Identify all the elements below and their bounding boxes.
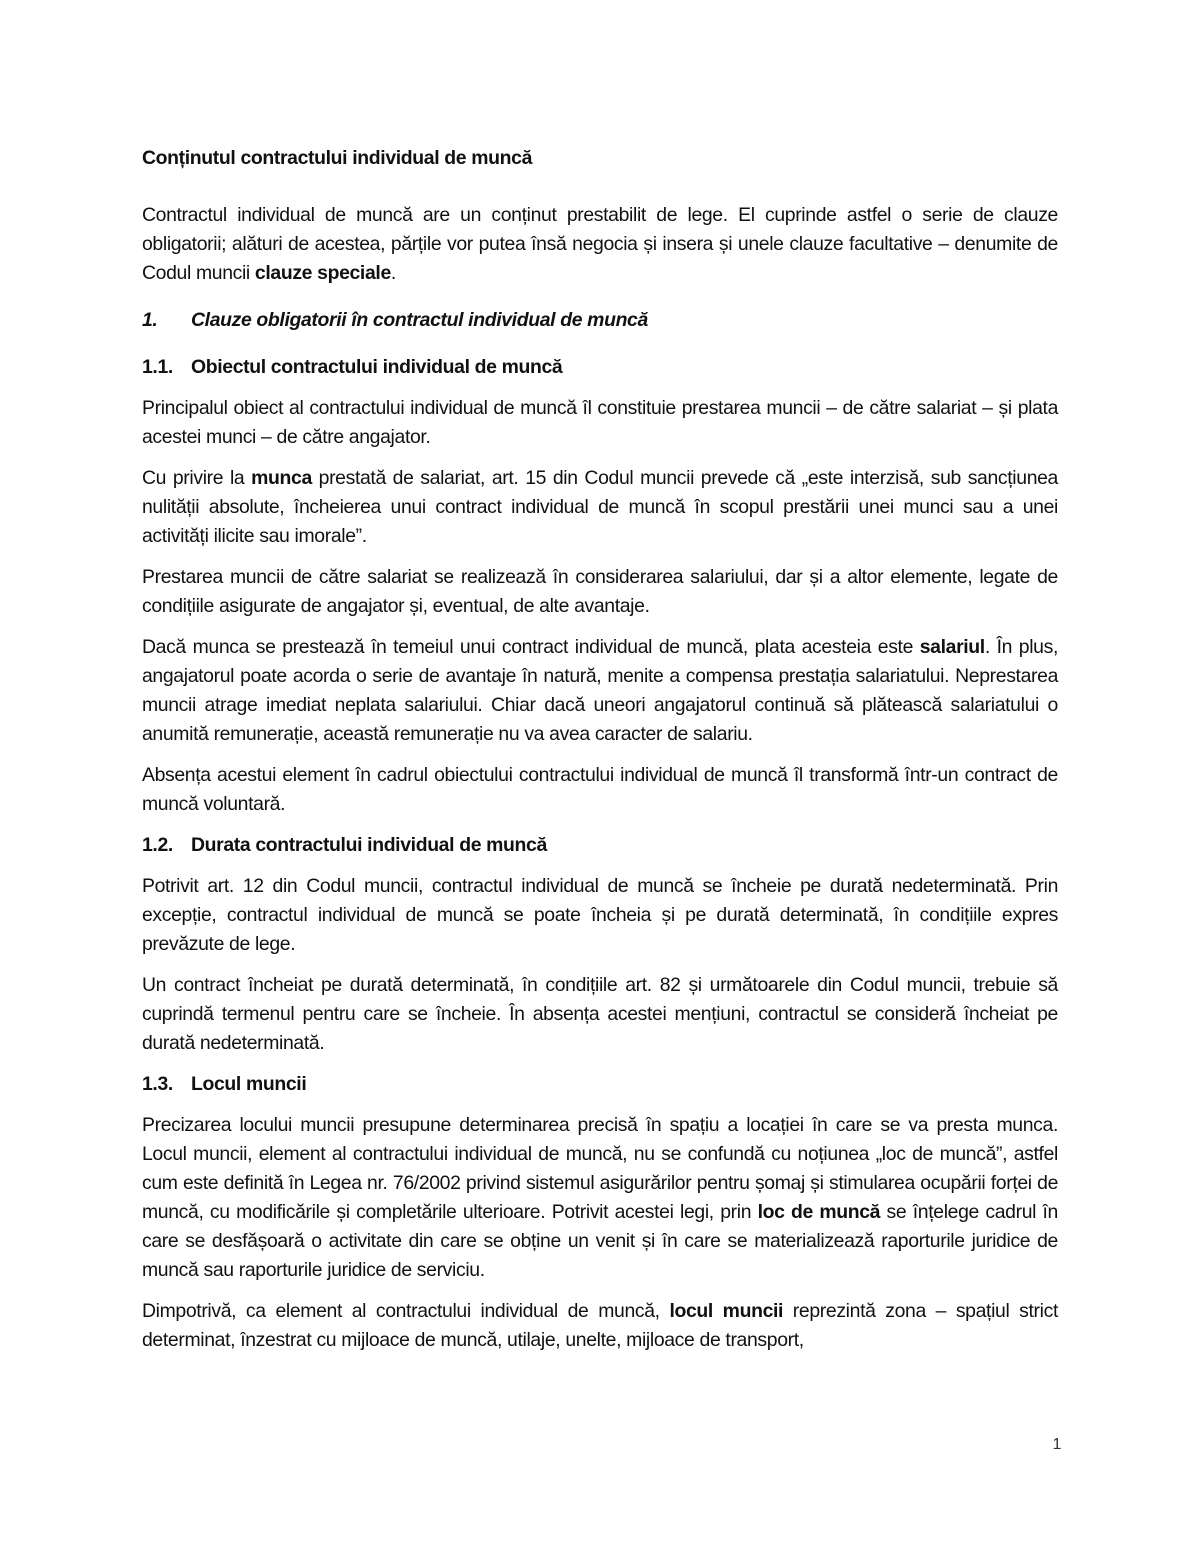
subsection-heading-1-3 [142,1070,1058,1099]
subsection-number: 1.3. [142,1073,173,1095]
paragraph-text: prestată de salariat, art. 15 din Codul muncii prevede că „este interzisă, sub sancțiunea nulității absolute, încheierea unui contract individual de muncă în scopul prestării unei munci sau a unei activități ilicite sau imorale”. [142,467,1058,547]
paragraph-text: Dimpotrivă, ca element al contractului individual de muncă, [142,1300,670,1322]
paragraph-text: . În plus, angajatorul poate acorda o serie de avantaje în natură, menite a compensa prestația salariatului. Neprestarea muncii atrage imediat neplata salariului. Chiar dacă uneori angajatorul continuă să plătească salariatului o anumită remunerație, această remunerație nu va avea caracter de salariu. [142,636,1058,745]
page-number: 1 [1052,1436,1062,1453]
subsection-title: Locul muncii [191,1073,307,1095]
paragraph: Absența acestui element în cadrul obiectului contractului individual de muncă îl transformă într-un contract de muncă voluntară. [142,764,1058,815]
section-title: Clauze obligatorii în contractul individual de muncă [191,309,648,331]
section-number: 1. [142,309,158,331]
intro-emphasis: clauze speciale [254,262,391,284]
intro-paragraph [142,201,1058,288]
intro-text: Contractul individual de muncă are un conținut prestabilit de lege. El cuprinde astfel o serie de clauze obligatorii; alături de acestea, părțile vor putea însă negocia și insera și unele clauze facultative – denumite de Codul muncii [142,204,1058,284]
paragraph-text: Precizarea locului muncii presupune determinarea precisă în spațiu a locației în care se va presta munca. Locul muncii, element al contractului individual de muncă, nu se confundă cu noțiunea „loc de muncă”, astfel cum este definită în Legea nr. 76/2002 privind sistemul asigurărilor pentru șomaj și stimularea ocupării forței de muncă, cu modificările și completările ulterioare. Potrivit acestei legi, prin [142,1114,1058,1223]
subsection-title: Obiectul contractului individual de muncă [191,356,563,378]
subsection-heading-1-2 [142,831,1058,860]
paragraph-text: se înțelege cadrul în care se desfășoară o activitate din care se obține un venit și în care se materializează raporturile juridice de muncă sau raporturile juridice de serviciu. [142,1201,1058,1281]
section-heading-1 [142,306,1058,335]
paragraph: Prestarea muncii de către salariat se realizează în considerarea salariului, dar și a altor elemente, legate de condițiile asigurate de angajator și, eventual, de alte avantaje. [142,566,1058,617]
paragraph [142,464,1058,551]
paragraph [142,633,1058,749]
paragraph-text: reprezintă zona – spațiul strict determinat, înzestrat cu mijloace de muncă, utilaje, unelte, mijloace de transport, [142,1300,1058,1351]
subsection-number: 1.1. [142,356,173,378]
paragraph [142,1297,1058,1355]
subsection-number: 1.2. [142,834,173,856]
document-body [142,144,1058,1367]
subsection-title: Durata contractului individual de muncă [191,834,547,856]
paragraph: Un contract încheiat pe durată determinată, în condițiile art. 82 și următoarele din Codul muncii, trebuie să cuprindă termenul pentru care se încheie. În absența acestei mențiuni, contractul se consideră încheiat pe durată nedeterminată. [142,974,1058,1054]
paragraph-emphasis: munca [251,467,312,489]
intro-text-end: . [390,262,396,284]
paragraph-emphasis: loc de muncă [757,1201,881,1223]
paragraph: Potrivit art. 12 din Codul muncii, contractul individual de muncă se încheie pe durată nedeterminată. Prin excepție, contractul individual de muncă se poate încheia și pe durată determinată, în condițiile expres prevăzute de lege. [142,875,1058,955]
subsection-heading-1-1 [142,353,1058,382]
paragraph [142,1111,1058,1285]
paragraph-emphasis: salariul [919,636,985,658]
paragraph-text: Cu privire la [142,467,252,489]
paragraph-emphasis: locul muncii [669,1300,784,1322]
paragraph: Principalul obiect al contractului individual de muncă îl constituie prestarea muncii – de către salariat – și plata acestei munci – de către angajator. [142,397,1058,448]
paragraph-text: Dacă munca se prestează în temeiul unui contract individual de muncă, plata acesteia este [142,636,920,658]
document-title: Conținutul contractului individual de muncă [142,147,533,169]
